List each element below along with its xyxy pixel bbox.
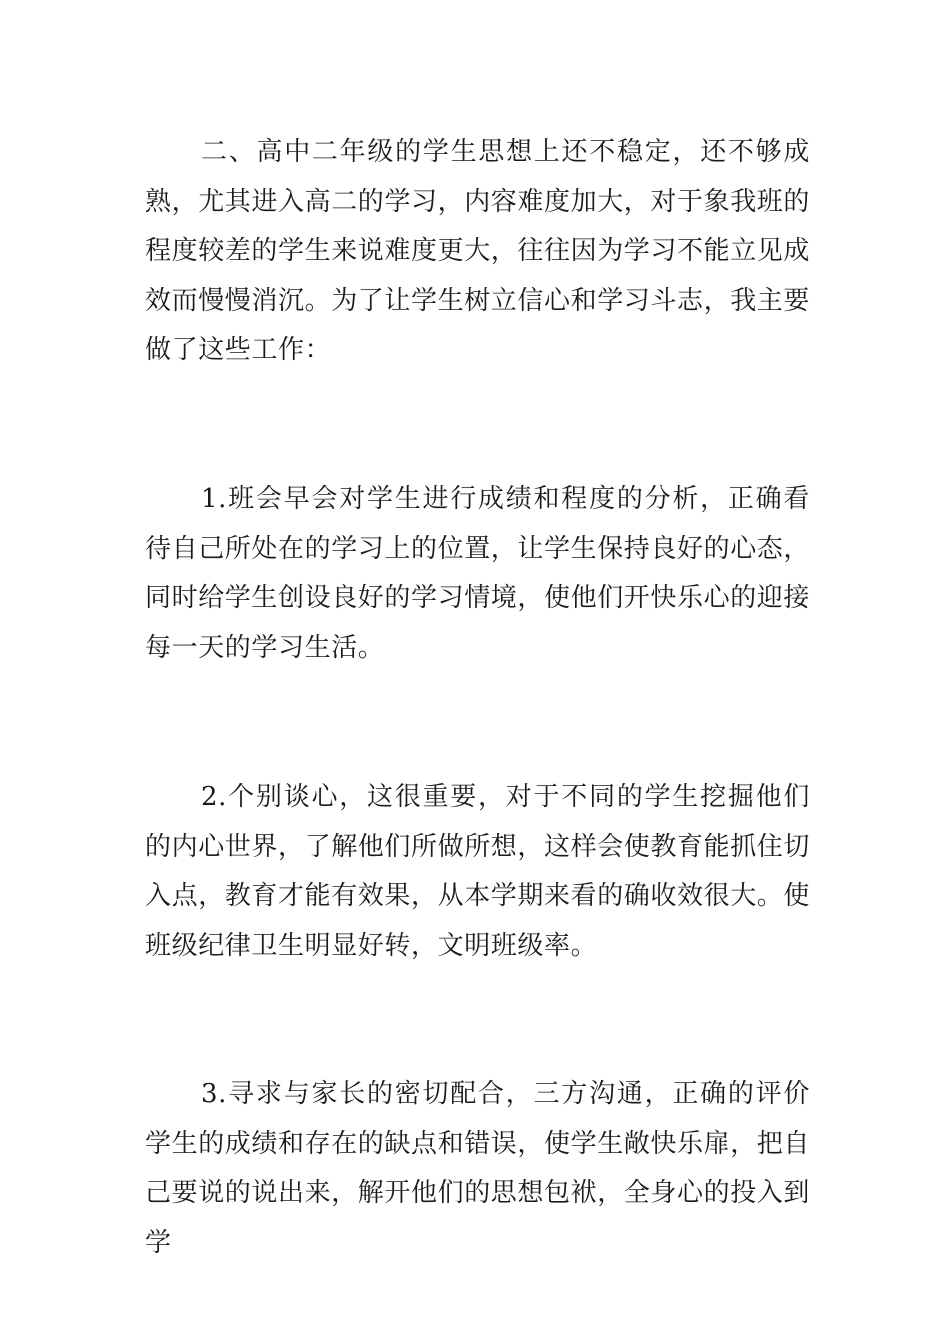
paragraph-intro: 二、高中二年级的学生思想上还不稳定，还不够成熟，尤其进入高二的学习，内容难度加大，对于象我班的程度较差的学生来说难度更大，往往因为学习不能立见成效而慢慢消沉。为了让学生树立信心和学习斗志，我主要做了这些工作： — [145, 137, 811, 365]
paragraph-item-2: 2.个别谈心，这很重要，对于不同的学生挖掘他们的内心世界，了解他们所做所想，这样会使教育能抓住切入点，教育才能有效果，从本学期来看的确收效很大。使班级纪律卫生明显好转，文明班级率。 — [145, 782, 811, 961]
paragraph-item-1: 1.班会早会对学生进行成绩和程度的分析，正确看待自己所处在的学习上的位置，让学生保持良好的心态，同时给学生创设良好的学习情境，使他们开快乐心的迎接每一天的学习生活。 — [145, 484, 811, 663]
paragraph-item-3: 3.寻求与家长的密切配合，三方沟通，正确的评价学生的成绩和存在的缺点和错误，使学生敞快乐扉，把自己要说的说出来，解开他们的思想包袱，全身心的投入到学 — [145, 1079, 811, 1258]
